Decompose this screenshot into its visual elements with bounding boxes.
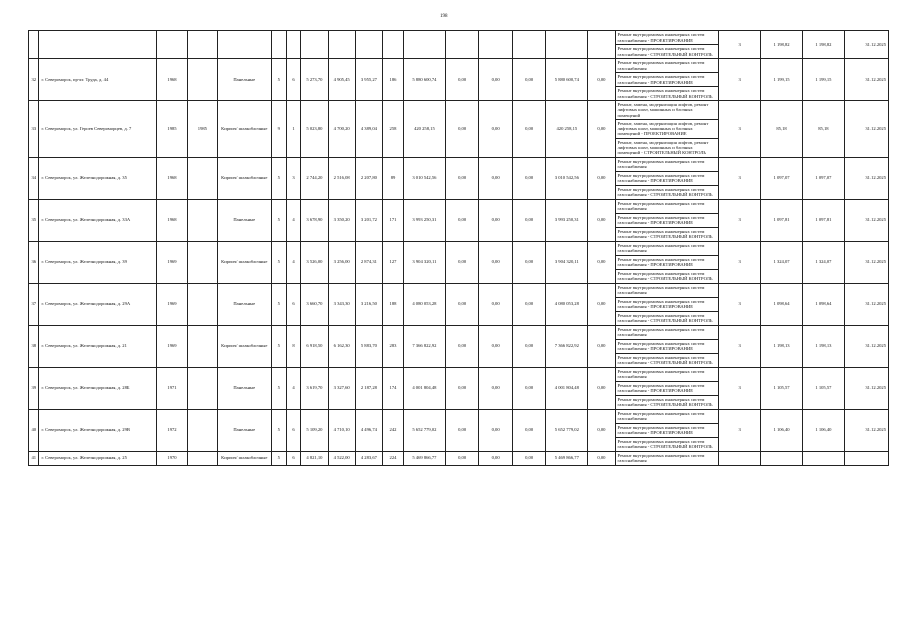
limit-cost-per-sqm (802, 451, 844, 465)
fund-federal: 0,00 (445, 59, 479, 101)
build-year: 1968 (156, 59, 187, 101)
table-row (29, 59, 889, 73)
limit-cost-per-sqm: 1 098,64 (802, 283, 844, 325)
entrances: 6 (286, 409, 301, 451)
cost-per-sqm: 1 098,64 (761, 283, 803, 325)
work-type: Ремонт внутридомовых инженерных систем газоснабжения - ПРОЕКТИРОВАНИЕ (615, 339, 719, 353)
wall-material: Кирпич/ шлакоблочные (217, 101, 271, 158)
repair-cost: 7 366 822,92 (403, 325, 445, 367)
row-number: 39 (29, 367, 39, 409)
total-area: 5 109,20 (301, 409, 328, 451)
residential-area: 2 207,80 (355, 157, 382, 199)
entrances: 6 (286, 451, 301, 465)
residential-area: 4 283,67 (355, 451, 382, 465)
fund-local: 0,00 (512, 101, 546, 158)
commission-year (188, 409, 217, 451)
empty-cell (286, 31, 301, 59)
work-count: 3 (719, 325, 761, 367)
fund-local: 0,00 (512, 409, 546, 451)
work-type: Ремонт внутридомовых инженерных систем газоснабжения (615, 59, 719, 73)
build-year: 1968 (156, 157, 187, 199)
work-type: Ремонт внутридомовых инженерных систем газоснабжения - СТРОИТЕЛЬНЫЙ КОНТРОЛЬ (615, 395, 719, 409)
other-funds: 0,00 (588, 241, 615, 283)
address: г. Североморск, ул. Железнодорожная, д. 35 (39, 157, 156, 199)
row-number: 40 (29, 409, 39, 451)
work-type: Ремонт внутридомовых инженерных систем газоснабжения - СТРОИТЕЛЬНЫЙ КОНТРОЛЬ (615, 87, 719, 101)
wall-material: Панельные (217, 283, 271, 325)
address: г. Североморск, ул. Железнодорожная, д. 33А (39, 199, 156, 241)
work-count: 3 (719, 157, 761, 199)
floors: 5 (272, 157, 287, 199)
entrances: 6 (286, 59, 301, 101)
other-funds: 0,00 (588, 325, 615, 367)
floors: 9 (272, 101, 287, 158)
repair-cost: 420 258,15 (403, 101, 445, 158)
fund-local: 0,00 (512, 199, 546, 241)
fund-regional: 0,00 (479, 59, 513, 101)
total-area: 6 918,50 (301, 325, 328, 367)
limit-cost-per-sqm: 1 198,82 (802, 31, 844, 59)
row-number: 41 (29, 451, 39, 465)
residential-area: 4 389,04 (355, 101, 382, 158)
completion-date: 31.12.2025 (844, 101, 888, 158)
work-type: Ремонт внутридомовых инженерных систем газоснабжения - ПРОЕКТИРОВАНИЕ (615, 171, 719, 185)
cost-per-sqm: 1 097,07 (761, 157, 803, 199)
empty-cell (29, 31, 39, 59)
repair-cost: 3 993 250,31 (403, 199, 445, 241)
residential-area: 2 874,31 (355, 241, 382, 283)
limit-cost-per-sqm: 1 097,81 (802, 199, 844, 241)
fund-local: 0,00 (512, 451, 546, 465)
work-type: Ремонт внутридомовых инженерных систем газоснабжения - ПРОЕКТИРОВАНИЕ (615, 255, 719, 269)
empty-cell (301, 31, 328, 59)
fund-federal: 0,00 (445, 367, 479, 409)
work-type: Ремонт, замена, модернизация лифтов, ремонт лифтовых шахт, машинных и блочных помещений - ПРОЕКТИРОВАНИЕ (615, 119, 719, 138)
empty-cell (217, 31, 271, 59)
residents: 127 (383, 241, 404, 283)
work-count: 3 (719, 241, 761, 283)
repair-cost: 4 080 053,28 (403, 283, 445, 325)
owners-funds: 3 904 320,11 (546, 241, 588, 283)
limit-cost-per-sqm: 1 106,40 (802, 409, 844, 451)
work-count: 3 (719, 59, 761, 101)
premises-area: 4 905,45 (328, 59, 355, 101)
cost-per-sqm: 1 199,15 (761, 59, 803, 101)
empty-cell (588, 31, 615, 59)
residents: 242 (383, 409, 404, 451)
table-row (29, 199, 889, 213)
work-count: 3 (719, 101, 761, 158)
floors: 5 (272, 199, 287, 241)
work-type: Ремонт внутридомовых инженерных систем газоснабжения - СТРОИТЕЛЬНЫЙ КОНТРОЛЬ (615, 269, 719, 283)
work-type: Ремонт внутридомовых инженерных систем газоснабжения - СТРОИТЕЛЬНЫЙ КОНТРОЛЬ (615, 45, 719, 59)
address: г. Североморск, ул. Железнодорожная, д. 25 (39, 451, 156, 465)
completion-date: 31.12.2025 (844, 199, 888, 241)
completion-date (844, 451, 888, 465)
commission-year: 1985 (188, 101, 217, 158)
premises-area: 3 350,20 (328, 199, 355, 241)
floors: 5 (272, 367, 287, 409)
commission-year (188, 199, 217, 241)
residential-area: 5 883,70 (355, 325, 382, 367)
completion-date: 31.12.2025 (844, 241, 888, 283)
empty-cell (383, 31, 404, 59)
address: г. Североморск, ул. Железнодорожная, д. 21 (39, 325, 156, 367)
entrances: 1 (286, 101, 301, 158)
repair-cost: 5 880 600,74 (403, 59, 445, 101)
completion-date: 31.12.2025 (844, 325, 888, 367)
empty-cell (355, 31, 382, 59)
fund-regional: 0,00 (479, 367, 513, 409)
work-count: 3 (719, 409, 761, 451)
owners-funds: 4 080 053,28 (546, 283, 588, 325)
table-row (29, 157, 889, 171)
residential-area: 3 216,50 (355, 283, 382, 325)
wall-material: Кирпич/ шлакоблочные (217, 451, 271, 465)
floors: 5 (272, 325, 287, 367)
work-type: Ремонт внутридомовых инженерных систем газоснабжения (615, 283, 719, 297)
cost-per-sqm: 1 097,81 (761, 199, 803, 241)
fund-regional: 0,00 (479, 451, 513, 465)
other-funds: 0,00 (588, 409, 615, 451)
wall-material: Панельные (217, 409, 271, 451)
work-type: Ремонт внутридомовых инженерных систем газоснабжения - ПРОЕКТИРОВАНИЕ (615, 73, 719, 87)
table-row (29, 409, 889, 423)
fund-federal: 0,00 (445, 241, 479, 283)
residents: 188 (383, 283, 404, 325)
limit-cost-per-sqm: 1 198,13 (802, 325, 844, 367)
build-year: 1968 (156, 199, 187, 241)
fund-regional: 0,00 (479, 101, 513, 158)
empty-cell (156, 31, 187, 59)
wall-material: Кирпич/ шлакоблочные (217, 241, 271, 283)
total-area: 3 678,90 (301, 199, 328, 241)
address: г. Североморск, ул. Железнодорожная, д. 29А (39, 283, 156, 325)
limit-cost-per-sqm: 1 105,57 (802, 367, 844, 409)
owners-funds: 420 258,15 (546, 101, 588, 158)
total-area: 3 619,70 (301, 367, 328, 409)
work-type: Ремонт внутридомовых инженерных систем газоснабжения (615, 409, 719, 423)
work-type: Ремонт внутридомовых инженерных систем газоснабжения (615, 367, 719, 381)
work-type: Ремонт внутридомовых инженерных систем газоснабжения - СТРОИТЕЛЬНЫЙ КОНТРОЛЬ (615, 353, 719, 367)
empty-cell (328, 31, 355, 59)
limit-cost-per-sqm: 1 097,07 (802, 157, 844, 199)
cost-per-sqm: 1 324,07 (761, 241, 803, 283)
wall-material: Кирпич/ шлакоблочные (217, 325, 271, 367)
fund-regional: 0,00 (479, 283, 513, 325)
work-type: Ремонт внутридомовых инженерных систем газоснабжения - ПРОЕКТИРОВАНИЕ (615, 31, 719, 45)
work-type: Ремонт внутридомовых инженерных систем газоснабжения (615, 241, 719, 255)
table-row (29, 367, 889, 381)
completion-date: 31.12.2025 (844, 59, 888, 101)
residents: 171 (383, 199, 404, 241)
build-year: 1969 (156, 325, 187, 367)
empty-cell (479, 31, 513, 59)
build-year: 1970 (156, 451, 187, 465)
wall-material: Панельные (217, 199, 271, 241)
cost-per-sqm: 1 105,57 (761, 367, 803, 409)
total-area: 3 660,70 (301, 283, 328, 325)
table-row (29, 451, 889, 465)
cost-per-sqm: 85,18 (761, 101, 803, 158)
commission-year (188, 157, 217, 199)
completion-date: 31.12.2025 (844, 157, 888, 199)
residents: 89 (383, 157, 404, 199)
entrances: 3 (286, 157, 301, 199)
table-row (29, 241, 889, 255)
work-type: Ремонт внутридомовых инженерных систем газоснабжения - СТРОИТЕЛЬНЫЙ КОНТРОЛЬ (615, 311, 719, 325)
residents: 258 (383, 101, 404, 158)
page-number: 198 (440, 14, 448, 19)
work-type: Ремонт внутридомовых инженерных систем газоснабжения (615, 157, 719, 171)
completion-date: 31.12.2025 (844, 367, 888, 409)
build-year: 1969 (156, 283, 187, 325)
commission-year (188, 451, 217, 465)
entrances: 4 (286, 241, 301, 283)
work-count (719, 451, 761, 465)
floors: 5 (272, 283, 287, 325)
owners-funds: 5 469 866,77 (546, 451, 588, 465)
address: г. Североморск, ул. Героев Североморцев, д. 7 (39, 101, 156, 158)
fund-local: 0,00 (512, 367, 546, 409)
commission-year (188, 241, 217, 283)
commission-year (188, 59, 217, 101)
residents: 224 (383, 451, 404, 465)
work-type: Ремонт, замена, модернизация лифтов, ремонт лифтовых шахт, машинных и блочных помещений (615, 101, 719, 120)
work-type: Ремонт внутридомовых инженерных систем газоснабжения - СТРОИТЕЛЬНЫЙ КОНТРОЛЬ (615, 437, 719, 451)
other-funds: 0,00 (588, 451, 615, 465)
work-type: Ремонт, замена, модернизация лифтов, ремонт лифтовых шахт, машинных и блочных помещений - СТРОИТЕЛЬНЫЙ КОНТРОЛЬ (615, 138, 719, 157)
empty-cell (272, 31, 287, 59)
repair-cost: 3 010 542,56 (403, 157, 445, 199)
repair-cost: 5 652 779,02 (403, 409, 445, 451)
fund-local: 0,00 (512, 325, 546, 367)
row-number: 36 (29, 241, 39, 283)
row-number: 38 (29, 325, 39, 367)
fund-local: 0,00 (512, 59, 546, 101)
address: г. Североморск, ул. Железнодорожная, д. 28Б (39, 367, 156, 409)
other-funds: 0,00 (588, 199, 615, 241)
build-year: 1972 (156, 409, 187, 451)
completion-date: 31.12.2025 (844, 31, 888, 59)
total-area: 5 023,80 (301, 101, 328, 158)
fund-federal: 0,00 (445, 451, 479, 465)
fund-federal: 0,00 (445, 325, 479, 367)
residential-area: 4 496,74 (355, 409, 382, 451)
floors: 5 (272, 59, 287, 101)
fund-federal: 0,00 (445, 199, 479, 241)
total-area: 2 744,20 (301, 157, 328, 199)
work-count: 3 (719, 367, 761, 409)
address: г. Североморск, ул. Железнодорожная, д. 39 (39, 241, 156, 283)
completion-date: 31.12.2025 (844, 283, 888, 325)
premises-area: 4 700,20 (328, 101, 355, 158)
cost-per-sqm: 1 198,82 (761, 31, 803, 59)
premises-area: 6 162,30 (328, 325, 355, 367)
work-type: Ремонт внутридомовых инженерных систем газоснабжения - ПРОЕКТИРОВАНИЕ (615, 297, 719, 311)
repair-cost: 4 001 804,48 (403, 367, 445, 409)
empty-cell (445, 31, 479, 59)
fund-federal: 0,00 (445, 283, 479, 325)
fund-regional: 0,00 (479, 241, 513, 283)
premises-area: 3 256,00 (328, 241, 355, 283)
work-type: Ремонт внутридомовых инженерных систем газоснабжения - СТРОИТЕЛЬНЫЙ КОНТРОЛЬ (615, 185, 719, 199)
residential-area: 2 187,28 (355, 367, 382, 409)
work-type: Ремонт внутридомовых инженерных систем газоснабжения - ПРОЕКТИРОВАНИЕ (615, 381, 719, 395)
limit-cost-per-sqm: 1 199,15 (802, 59, 844, 101)
address: г. Североморск, пр-кт. Труда, д. 44 (39, 59, 156, 101)
cost-per-sqm: 1 198,13 (761, 325, 803, 367)
fund-local: 0,00 (512, 283, 546, 325)
work-type: Ремонт внутридомовых инженерных систем газоснабжения - ПРОЕКТИРОВАНИЕ (615, 423, 719, 437)
floors: 5 (272, 241, 287, 283)
other-funds: 0,00 (588, 367, 615, 409)
fund-local: 0,00 (512, 157, 546, 199)
row-number: 34 (29, 157, 39, 199)
premises-area: 4 522,00 (328, 451, 355, 465)
fund-federal: 0,00 (445, 409, 479, 451)
fund-regional: 0,00 (479, 157, 513, 199)
build-year: 1969 (156, 241, 187, 283)
entrances: 6 (286, 283, 301, 325)
fund-regional: 0,00 (479, 409, 513, 451)
repair-cost: 5 469 866,77 (403, 451, 445, 465)
entrances: 8 (286, 325, 301, 367)
wall-material: Панельные (217, 59, 271, 101)
work-type: Ремонт внутридомовых инженерных систем газоснабжения - ПРОЕКТИРОВАНИЕ (615, 213, 719, 227)
entrances: 4 (286, 367, 301, 409)
premises-area: 2 516,08 (328, 157, 355, 199)
empty-cell (39, 31, 156, 59)
wall-material: Панельные (217, 367, 271, 409)
work-count: 3 (719, 199, 761, 241)
residents: 283 (383, 325, 404, 367)
owners-funds: 3 993 250,31 (546, 199, 588, 241)
commission-year (188, 325, 217, 367)
work-type: Ремонт внутридомовых инженерных систем газоснабжения - СТРОИТЕЛЬНЫЙ КОНТРОЛЬ (615, 227, 719, 241)
other-funds: 0,00 (588, 283, 615, 325)
table-row (29, 325, 889, 339)
residents: 174 (383, 367, 404, 409)
work-type: Ремонт внутридомовых инженерных систем газоснабжения (615, 325, 719, 339)
residential-area: 3 201,72 (355, 199, 382, 241)
premises-area: 4 710,10 (328, 409, 355, 451)
total-area: 4 821,10 (301, 451, 328, 465)
build-year: 1971 (156, 367, 187, 409)
other-funds: 0,00 (588, 157, 615, 199)
residential-area: 3 955,27 (355, 59, 382, 101)
table-row (29, 283, 889, 297)
fund-local: 0,00 (512, 241, 546, 283)
row-number: 33 (29, 101, 39, 158)
empty-cell (188, 31, 217, 59)
owners-funds: 5 880 600,74 (546, 59, 588, 101)
total-area: 3 526,00 (301, 241, 328, 283)
fund-regional: 0,00 (479, 199, 513, 241)
completion-date: 31.12.2025 (844, 409, 888, 451)
empty-cell (546, 31, 588, 59)
row-number: 35 (29, 199, 39, 241)
build-year: 1985 (156, 101, 187, 158)
owners-funds: 7 366 822,92 (546, 325, 588, 367)
wall-material: Кирпич/ шлакоблочные (217, 157, 271, 199)
fund-federal: 0,00 (445, 157, 479, 199)
limit-cost-per-sqm: 1 324,07 (802, 241, 844, 283)
fund-federal: 0,00 (445, 101, 479, 158)
commission-year (188, 283, 217, 325)
fund-regional: 0,00 (479, 325, 513, 367)
row-number: 32 (29, 59, 39, 101)
residents: 186 (383, 59, 404, 101)
cost-per-sqm (761, 451, 803, 465)
empty-cell (512, 31, 546, 59)
owners-funds: 3 010 542,56 (546, 157, 588, 199)
row-number: 37 (29, 283, 39, 325)
work-type: Ремонт внутридомовых инженерных систем газоснабжения (615, 451, 719, 465)
commission-year (188, 367, 217, 409)
work-type: Ремонт внутридомовых инженерных систем газоснабжения (615, 199, 719, 213)
table-row (29, 31, 889, 45)
limit-cost-per-sqm: 85,18 (802, 101, 844, 158)
owners-funds: 5 652 779,02 (546, 409, 588, 451)
work-count: 3 (719, 31, 761, 59)
capital-repair-table (28, 30, 889, 466)
premises-area: 3 327,60 (328, 367, 355, 409)
entrances: 4 (286, 199, 301, 241)
cost-per-sqm: 1 106,40 (761, 409, 803, 451)
floors: 5 (272, 451, 287, 465)
repair-cost: 3 904 320,11 (403, 241, 445, 283)
table-row (29, 101, 889, 120)
other-funds: 0,00 (588, 59, 615, 101)
total-area: 5 273,70 (301, 59, 328, 101)
empty-cell (403, 31, 445, 59)
other-funds: 0,00 (588, 101, 615, 158)
work-count: 3 (719, 283, 761, 325)
premises-area: 3 343,30 (328, 283, 355, 325)
floors: 5 (272, 409, 287, 451)
owners-funds: 4 001 804,48 (546, 367, 588, 409)
address: г. Североморск, ул. Железнодорожная, д. 29В (39, 409, 156, 451)
